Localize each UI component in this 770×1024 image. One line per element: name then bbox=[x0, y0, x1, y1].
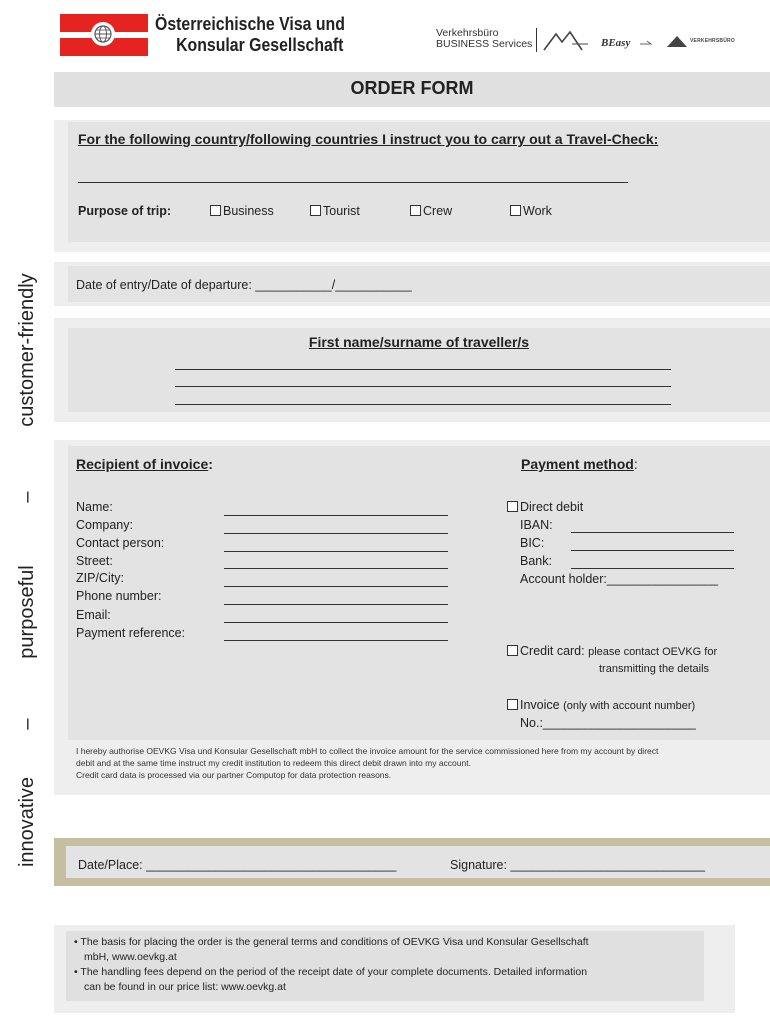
section-country bbox=[68, 122, 770, 242]
purpose-option-work[interactable]: Work bbox=[510, 204, 552, 218]
authorisation-text: I hereby authorise OEVKG Visa und Konsular Gesellschaft mbH to collect the invoice amount for the service commissioned here from my account by direct debit and at the same time instruct my credit institution to redeem this direct debit drawn into my account. Credit card data is processed via our partner Computop for data protection reasons. bbox=[76, 746, 659, 780]
section-travellers bbox=[68, 328, 770, 412]
sidebar-dash-1: – bbox=[16, 491, 38, 503]
invoice-field-email: Email: bbox=[76, 608, 111, 622]
traveller-line-1[interactable] bbox=[175, 369, 671, 370]
direct-debit-checkbox[interactable] bbox=[507, 501, 518, 512]
invoice-field-street: Street: bbox=[76, 554, 113, 568]
sidebar-word-purposeful: purposeful bbox=[16, 565, 38, 659]
invoice-input-payref[interactable] bbox=[224, 640, 448, 641]
partner-beasy-logo: BEasy bbox=[601, 37, 631, 49]
credit-card-checkbox[interactable] bbox=[507, 645, 518, 656]
page-title: ORDER FORM bbox=[350, 78, 474, 98]
invoice-field-contact: Contact person: bbox=[76, 536, 165, 550]
partner-mountain-icon bbox=[542, 30, 590, 52]
purpose-option-tourist[interactable]: Tourist bbox=[310, 204, 360, 218]
payment-iban-input[interactable] bbox=[571, 532, 734, 533]
payment-credit-card[interactable]: Credit card: please contact OEVKG for bbox=[507, 644, 717, 658]
signature-date-place[interactable]: Date/Place: ____________________________________ bbox=[78, 858, 397, 872]
business-checkbox[interactable] bbox=[210, 205, 221, 216]
invoice-input-zip[interactable] bbox=[224, 586, 448, 587]
signature-inner bbox=[66, 846, 770, 878]
invoice-input-street[interactable] bbox=[224, 568, 448, 569]
invoice-field-name: Name: bbox=[76, 500, 113, 514]
logo-line-1: Österreichische Visa und bbox=[155, 14, 345, 34]
section-dates bbox=[68, 266, 770, 302]
sidebar-word-innovative: innovative bbox=[16, 776, 38, 868]
invoice-field-phone: Phone number: bbox=[76, 589, 162, 603]
payment-heading: Payment method: bbox=[521, 456, 638, 472]
invoice-heading: Recipient of invoice: bbox=[76, 456, 213, 472]
traveller-line-2[interactable] bbox=[175, 386, 671, 387]
payment-bic-input[interactable] bbox=[571, 550, 734, 551]
invoice-input-name[interactable] bbox=[224, 515, 448, 516]
country-heading: For the following country/following countries I instruct you to carry out a Travel-Check: bbox=[78, 131, 659, 147]
invoice-input-phone[interactable] bbox=[224, 604, 448, 605]
oevkg-logo bbox=[60, 14, 148, 56]
invoice-checkbox[interactable] bbox=[507, 699, 518, 710]
logo-title bbox=[155, 14, 345, 56]
payment-credit-card-note: transmitting the details bbox=[599, 663, 710, 675]
section-invoice bbox=[68, 446, 770, 740]
traveller-line-3[interactable] bbox=[175, 404, 671, 405]
note-item-2: • The handling fees depend on the period of the receipt date of your complete documents. Detailed information can be found in our price list: www.oevkg.at bbox=[74, 966, 588, 993]
payment-iban-label: IBAN: bbox=[520, 518, 553, 532]
title-bar bbox=[54, 72, 770, 107]
payment-account-holder[interactable]: Account holder:________________ bbox=[520, 572, 719, 586]
section-notes bbox=[54, 925, 735, 1013]
invoice-input-email[interactable] bbox=[224, 622, 448, 623]
sidebar-dash-2: – bbox=[16, 718, 38, 730]
purpose-option-crew[interactable]: Crew bbox=[410, 204, 452, 218]
country-input-line[interactable] bbox=[78, 182, 628, 183]
partner-vb-mountain-icon bbox=[666, 34, 688, 48]
section-signature bbox=[54, 838, 770, 886]
partner-arrow-icon bbox=[639, 40, 653, 48]
crew-checkbox[interactable] bbox=[410, 205, 421, 216]
invoice-input-company[interactable] bbox=[224, 533, 448, 534]
partner-vb-logo: VERKEHRSBÜRO bbox=[690, 38, 735, 44]
notes-inner bbox=[66, 931, 704, 1001]
payment-bank-input[interactable] bbox=[571, 568, 734, 569]
signature-field[interactable]: Signature: ____________________________ bbox=[450, 858, 706, 872]
purpose-option-business[interactable]: Business bbox=[210, 204, 274, 218]
globe-icon-lines bbox=[93, 24, 113, 44]
purpose-label: Purpose of trip: bbox=[78, 204, 172, 218]
payment-invoice[interactable]: Invoice (only with account number) bbox=[507, 698, 695, 712]
logo-line-2: Konsular Gesellschaft bbox=[176, 35, 344, 55]
partner-verkehrsbuero: Verkehrsbüro BUSINESS Services bbox=[436, 27, 533, 50]
travellers-heading: First name/surname of traveller/s bbox=[308, 334, 530, 350]
note-item-1: • The basis for placing the order is the general terms and conditions of OEVKG Visa und Konsular Gesellschaft mbH, www.oevkg.at bbox=[74, 936, 589, 963]
partner-divider bbox=[536, 28, 537, 52]
payment-direct-debit[interactable]: Direct debit bbox=[507, 500, 583, 514]
invoice-field-zip: ZIP/City: bbox=[76, 571, 124, 585]
tourist-checkbox[interactable] bbox=[310, 205, 321, 216]
dates-label[interactable]: Date of entry/Date of departure: ___________/___________ bbox=[76, 278, 412, 292]
payment-bic-label: BIC: bbox=[520, 536, 545, 550]
payment-invoice-number[interactable]: No.:______________________ bbox=[520, 716, 696, 730]
invoice-field-payref: Payment reference: bbox=[76, 626, 186, 640]
work-checkbox[interactable] bbox=[510, 205, 521, 216]
payment-bank-label: Bank: bbox=[520, 554, 552, 568]
invoice-field-company: Company: bbox=[76, 518, 133, 532]
partner-logos bbox=[436, 28, 746, 58]
invoice-input-contact[interactable] bbox=[224, 551, 448, 552]
sidebar-word-customer-friendly: customer-friendly bbox=[16, 273, 38, 427]
